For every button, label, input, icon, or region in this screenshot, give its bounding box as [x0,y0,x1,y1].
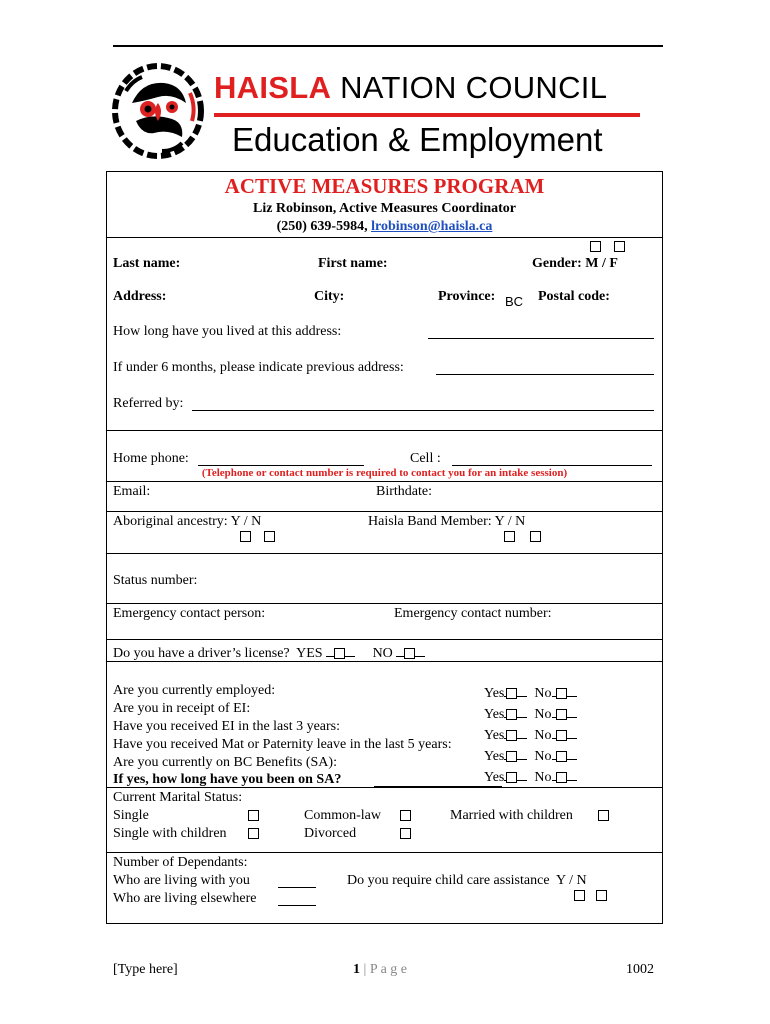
drivers-license-no-blank[interactable] [396,642,404,657]
no-label: No [534,728,552,743]
yes-checkbox[interactable] [506,772,517,783]
band-member-label: Haisla Band Member: Y / N [368,514,526,529]
top-rule [113,45,663,47]
haisla-logo [112,63,204,159]
yes-blank-end [517,724,527,739]
first-name-label: First name: [318,256,388,271]
no-checkbox[interactable] [556,709,567,720]
yes-no-row [484,682,577,703]
form-box [106,171,663,924]
gender-m-checkbox[interactable] [590,241,601,252]
aboriginal-yes-checkbox[interactable] [240,531,251,542]
program-title: ACTIVE MEASURES PROGRAM [224,174,545,198]
yes-blank-end [517,703,527,718]
no-checkbox[interactable] [556,751,567,762]
org-name-haisla: HAISLA [214,70,332,105]
page-number-divider: | [363,962,367,977]
coordinator-email-link[interactable]: lrobinson@haisla.ca [371,219,493,234]
previous-address-blank[interactable] [436,374,654,375]
question-ei-3-years: Have you received EI in the last 3 years: [113,719,341,734]
no-blank-end [567,703,577,718]
drivers-license-yes-checkbox[interactable] [334,648,345,659]
home-phone-blank[interactable] [198,465,364,466]
divider [106,852,663,853]
yes-label: Yes [484,728,505,743]
dependants-with-you-label: Who are living with you [113,873,250,888]
yes-label: Yes [484,686,505,701]
no-label: No [534,707,552,722]
status-number-label: Status number: [113,573,198,588]
question-employed: Are you currently employed: [113,683,276,698]
child-care-yes-checkbox[interactable] [574,890,585,901]
marital-divorced-checkbox[interactable] [400,828,411,839]
province-label: Province: [438,289,496,304]
emergency-contact-person-label: Emergency contact person: [113,606,266,621]
birthdate-label: Birthdate: [376,484,432,499]
band-member-yes-checkbox[interactable] [504,531,515,542]
footer-left: [Type here] [113,962,178,977]
divider [106,603,663,604]
coordinator-phone: (250) 639-5984, [276,219,368,234]
previous-address-label: If under 6 months, please indicate previous address: [113,360,404,375]
divider [106,511,663,512]
province-value[interactable]: BC [505,294,524,309]
marital-common-law-checkbox[interactable] [400,810,411,821]
how-long-label: How long have you lived at this address: [113,324,342,339]
aboriginal-no-checkbox[interactable] [264,531,275,542]
marital-married-children-checkbox[interactable] [598,810,609,821]
marital-single-checkbox[interactable] [248,810,259,821]
no-checkbox[interactable] [556,730,567,741]
marital-single-children-checkbox[interactable] [248,828,259,839]
last-name-label: Last name: [113,256,181,271]
postal-code-label [538,289,610,305]
dependants-with-you-blank[interactable] [278,887,316,888]
no-label: No [534,749,552,764]
divider [106,639,663,640]
emergency-contact-number-label: Emergency contact number: [394,606,552,621]
dependants-elsewhere-label: Who are living elsewhere [113,891,257,906]
divider [106,481,663,482]
referred-by-label: Referred by: [113,396,184,411]
no-blank-end [567,682,577,697]
department-name: Education & Employment [232,121,603,158]
coordinator-contact [106,219,663,235]
cell-label: Cell : [410,451,441,466]
marital-divorced-label: Divorced [304,826,357,841]
org-name [214,70,607,106]
drivers-license-row [113,642,425,662]
yes-no-row [484,766,577,787]
marital-common-law-label: Common-law [304,808,381,823]
yes-blank-end [517,766,527,781]
yes-checkbox[interactable] [506,730,517,741]
drivers-license-no-checkbox[interactable] [404,648,415,659]
drivers-license-yes-blank[interactable] [326,642,334,657]
employment-questions [113,682,452,772]
child-care-no-checkbox[interactable] [596,890,607,901]
city-label: City: [314,289,345,304]
marital-married-children-label: Married with children [450,808,573,823]
yes-no-row [484,724,577,745]
yes-checkbox[interactable] [506,709,517,720]
phone-required-note: (Telephone or contact number is required to contact you for an intake session) [201,467,568,479]
yes-no-column [484,682,577,787]
divider [106,430,663,431]
gender-label: Gender: M / F [532,256,618,271]
drivers-license-no-label: NO [372,646,393,661]
question-ei-receipt: Are you in receipt of EI: [113,701,251,716]
question-parental-leave: Have you received Mat or Paternity leave in the last 5 years: [113,737,452,752]
divider [106,237,663,238]
home-phone-label: Home phone: [113,451,189,466]
aboriginal-ancestry-label: Aboriginal ancestry: Y / N [113,514,262,529]
sa-duration-label: If yes, how long have you been on SA? [113,772,342,787]
drivers-license-yes-label: YES [296,646,323,661]
no-blank-end [567,766,577,781]
footer-right: 1002 [626,962,654,977]
how-long-blank[interactable] [428,338,654,339]
no-label: No [534,770,552,785]
referred-by-blank[interactable] [192,410,654,411]
yes-blank-end [517,682,527,697]
page-number [353,962,407,978]
marital-single-label: Single [113,808,149,823]
header-red-rule [214,113,640,117]
question-bc-benefits: Are you currently on BC Benefits (SA): [113,755,337,770]
divider [106,661,663,662]
yes-label: Yes [484,770,505,785]
gender-f-checkbox[interactable] [614,241,625,252]
page-label: P a g e [369,962,408,977]
email-label: Email: [113,484,151,499]
drivers-license-question: Do you have a driver’s license? [113,646,290,661]
postal-code-text: Postal code: [538,289,610,304]
divider [106,553,663,554]
yes-blank-end [517,745,527,760]
coordinator-name: Liz Robinson, Active Measures Coordinator [252,201,516,216]
divider [106,787,663,788]
address-label: Address: [113,289,167,304]
marital-status-heading: Current Marital Status: [113,790,243,805]
yes-checkbox[interactable] [506,751,517,762]
yes-no-row [484,745,577,766]
child-care-label: Do you require child care assistance Y / N [347,873,587,888]
yes-checkbox[interactable] [506,688,517,699]
no-checkbox[interactable] [556,772,567,783]
no-label: No [534,686,552,701]
no-blank-end [567,724,577,739]
drivers-license-no-blank-end [415,642,425,657]
dependants-heading: Number of Dependants: [113,855,248,870]
no-checkbox[interactable] [556,688,567,699]
dependants-elsewhere-blank[interactable] [278,905,316,906]
drivers-license-yes-blank-end [345,642,355,657]
yes-label: Yes [484,749,505,764]
org-name-rest: NATION COUNCIL [340,70,608,105]
page-number-value: 1 [353,962,360,977]
band-member-no-checkbox[interactable] [530,531,541,542]
no-blank-end [567,745,577,760]
yes-no-row [484,703,577,724]
marital-single-children-label: Single with children [113,826,227,841]
cell-blank[interactable] [452,465,652,466]
yes-label: Yes [484,707,505,722]
